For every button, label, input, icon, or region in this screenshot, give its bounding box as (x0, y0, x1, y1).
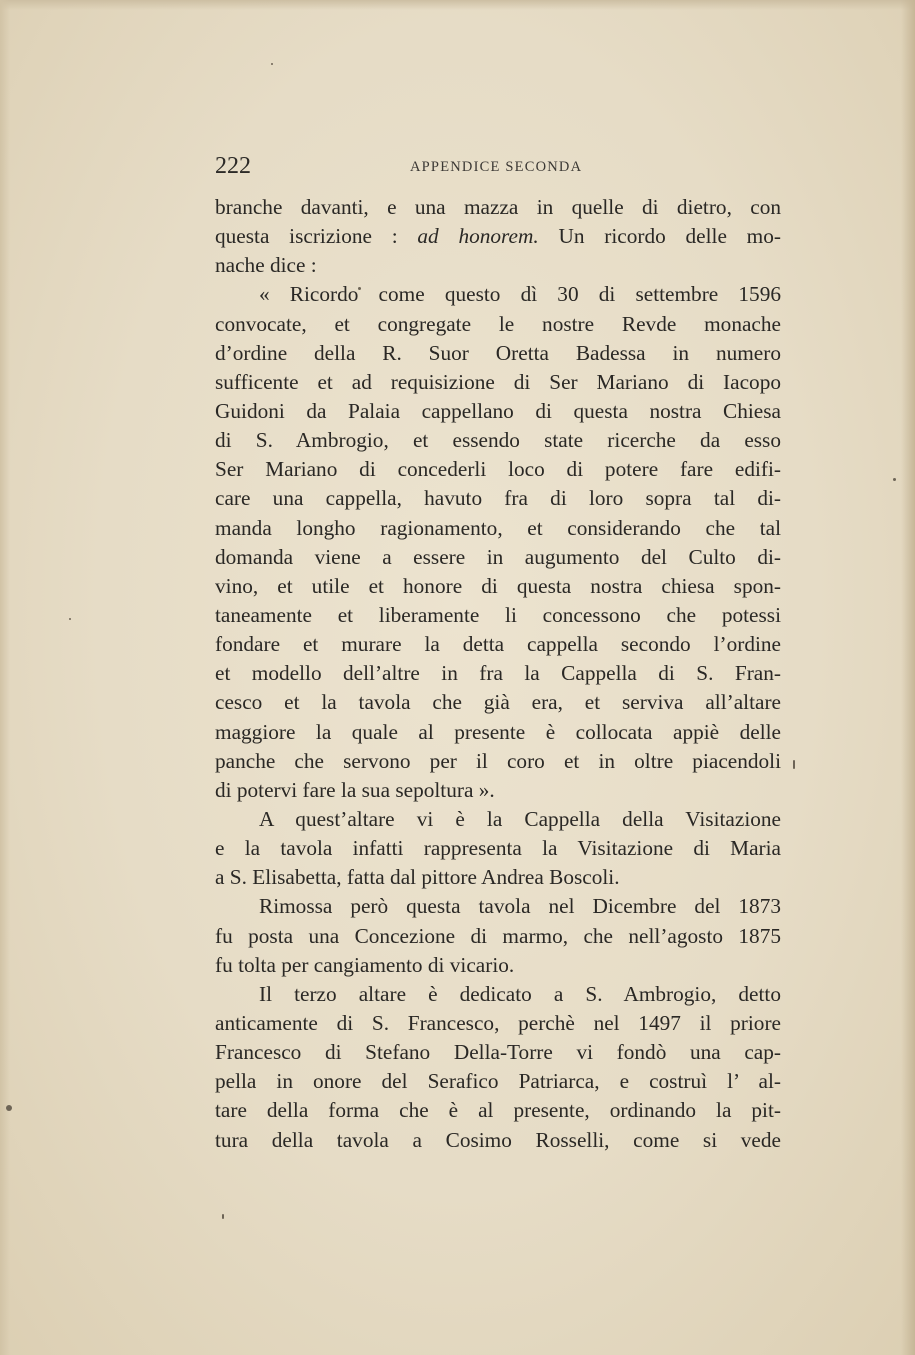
text-line: panche che servono per il coro et in oltre piacendoli (215, 748, 781, 773)
text-line: tare della forma che è al presente, ordinando la pit- (215, 1098, 781, 1123)
text-line: a S. Elisabetta, fatta dal pittore Andrea Boscoli. (215, 865, 620, 890)
paper-speck (69, 618, 71, 620)
text-line: manda longho ragionamento, et considerando che tal (215, 515, 781, 540)
text-line: Il terzo altare è dedicato a S. Ambrogio, detto (259, 981, 781, 1006)
running-title: APPENDICE SECONDA (410, 159, 583, 175)
text-line: Guidoni da Palaia cappellano di questa nostra Chiesa (215, 398, 781, 423)
text-line: fu tolta per cangiamento di vicario. (215, 952, 515, 977)
text-line: anticamente di S. Francesco, perchè nel 1497 il priore (215, 1010, 781, 1035)
text-fragment: questa iscrizione : (215, 224, 398, 249)
text-line: et modello dell’altre in fra la Cappella di S. Fran- (215, 661, 781, 686)
body-text (215, 193, 781, 1155)
text-line: fu posta una Concezione di marmo, che nell’agosto 1875 (215, 923, 781, 948)
paper-speck (893, 478, 896, 481)
text-line: Rimossa però questa tavola nel Dicembre del 1873 (259, 894, 781, 919)
text-line: convocate, et congregate le nostre Revde monache (215, 311, 781, 336)
text-line: di potervi fare la sua sepoltura ». (215, 777, 495, 802)
paper-speck (6, 1105, 12, 1111)
italic-phrase: ad honorem. (417, 224, 539, 249)
text-line: tura della tavola a Cosimo Rosselli, come si vede (215, 1127, 781, 1152)
text-line: branche davanti, e una mazza in quelle di dietro, con (215, 195, 781, 219)
text-line: cesco et la tavola che già era, et serviva all’altare (215, 690, 781, 715)
paper-speck (793, 760, 795, 769)
text-line: domanda viene a essere in augumento del Culto di- (215, 544, 781, 569)
text-line: vino, et utile et honore di questa nostra chiesa spon- (215, 573, 781, 598)
text-line: di S. Ambrogio, et essendo state ricerche da esso (215, 428, 781, 453)
text-line: nache dice : (215, 253, 317, 278)
text-line: pella in onore del Serafico Patriarca, e costruì l’ al- (215, 1069, 781, 1094)
text-line: sufficente et ad requisizione di Ser Mariano di Iacopo (215, 369, 781, 394)
text-line: care una cappella, havuto fra di loro sopra tal di- (215, 486, 781, 511)
text-line: e la tavola infatti rappresenta la Visitazione di Maria (215, 836, 781, 861)
text-line: « Ricordo come questo dì 30 di settembre 1596 (259, 282, 781, 307)
text-line: maggiore la quale al presente è collocata appiè delle (215, 719, 781, 744)
page-edge-top (0, 0, 915, 10)
paper-speck (271, 63, 273, 65)
page-header (215, 153, 780, 183)
text-line: taneamente et liberamente li concessono che potessi (215, 602, 781, 627)
text-line (215, 222, 781, 251)
text-fragment: Un ricordo delle mo- (558, 224, 781, 249)
text-line: fondare et murare la detta cappella secondo l’ordine (215, 632, 781, 657)
page-edge-right (901, 0, 915, 1355)
paper-speck (222, 1214, 224, 1219)
text-line: A quest’altare vi è la Cappella della Visitazione (259, 806, 781, 831)
text-line: Ser Mariano di concederli loco di potere fare edifi- (215, 457, 781, 482)
page-number: 222 (215, 153, 251, 179)
text-line: Francesco di Stefano Della-Torre vi fondò una cap- (215, 1040, 781, 1065)
page-edge-left (0, 0, 10, 1355)
text-line: d’ordine della R. Suor Oretta Badessa in numero (215, 340, 781, 365)
